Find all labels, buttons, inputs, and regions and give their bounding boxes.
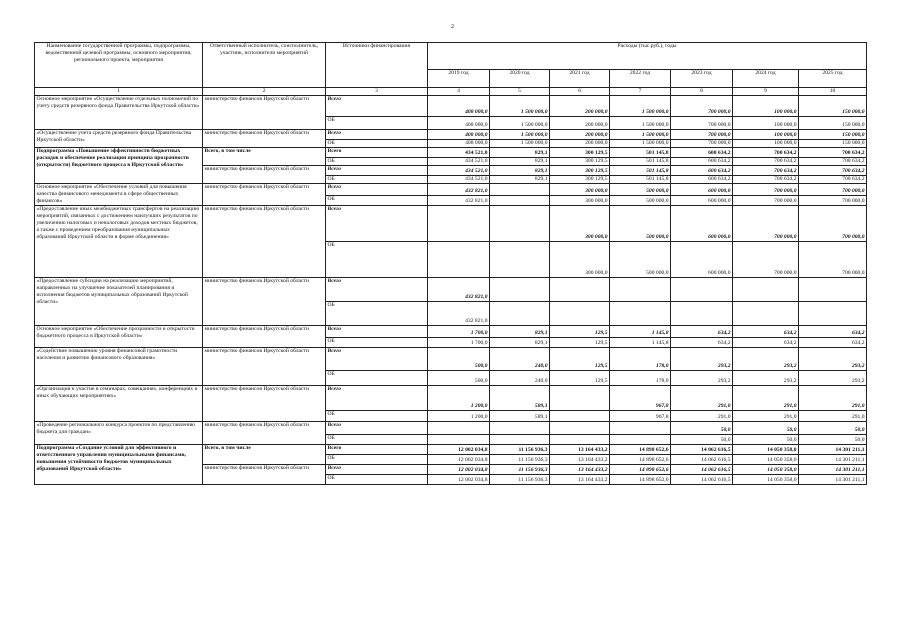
page-number: 2: [451, 24, 454, 30]
value-cell: 293,2: [733, 348, 799, 371]
row-source: ОБ: [326, 242, 428, 278]
value-cell: 14 301 211,1: [799, 455, 867, 465]
row-source: ОБ: [326, 158, 428, 166]
row-name: «Предоставление субсидии на реализацию мероприятий, направленных на улучшение показателей планирования и исполнения бюджетов муниципальных образований Иркутской области»: [35, 278, 203, 326]
value-cell: [671, 302, 733, 326]
table-row: [35, 184, 867, 196]
value-cell: 700 634,2: [799, 166, 867, 176]
value-cell: 1 500 000,0: [490, 130, 550, 140]
row-source: Всего: [326, 278, 428, 302]
value-cell: 14 301 211,1: [799, 475, 867, 485]
value-cell: 300 129,5: [550, 176, 610, 184]
value-cell: 1 700,0: [428, 326, 490, 338]
column-number: 6: [550, 88, 610, 96]
value-cell: 434 521,0: [428, 148, 490, 158]
value-cell: 501 145,8: [610, 148, 671, 158]
value-cell: 700 000,0: [799, 206, 867, 242]
row-source: Всего: [326, 348, 428, 371]
value-cell: 700 000,0: [671, 140, 733, 148]
header-year: 2025 год: [799, 70, 867, 88]
value-cell: [490, 196, 550, 206]
value-cell: 150 000,0: [799, 140, 867, 148]
row-source: Всего: [326, 445, 428, 455]
value-cell: 634,2: [799, 326, 867, 338]
value-cell: 600 634,2: [671, 148, 733, 158]
row-source: Всего: [326, 130, 428, 140]
value-cell: 501 145,8: [610, 176, 671, 184]
value-cell: [550, 278, 610, 302]
table-row: [35, 348, 867, 371]
value-cell: 11 156 936,3: [490, 475, 550, 485]
table-row: [35, 445, 867, 455]
value-cell: 293,2: [733, 371, 799, 386]
row-executor: министерство финансов Иркутской области: [203, 326, 326, 348]
value-cell: 14 301 211,1: [799, 445, 867, 455]
value-cell: 13 164 433,2: [550, 455, 610, 465]
value-cell: 1 700,0: [428, 338, 490, 348]
value-cell: 293,2: [671, 348, 733, 371]
value-cell: 13 164 433,2: [550, 445, 610, 455]
value-cell: [550, 411, 610, 422]
row-source: ОБ: [326, 411, 428, 422]
table-row: [35, 422, 867, 435]
value-cell: 700 634,2: [733, 176, 799, 184]
value-cell: 11 156 936,3: [490, 445, 550, 455]
value-cell: [428, 435, 490, 445]
value-cell: 300 129,5: [550, 148, 610, 158]
value-cell: [490, 302, 550, 326]
row-executor: министерство финансов Иркутской области: [203, 184, 326, 206]
header-year: 2022 год: [610, 70, 671, 88]
header-executor: Ответственный исполнитель, соисполнитель, участник, исполнители мероприятий: [203, 43, 326, 88]
value-cell: 408 000,0: [428, 130, 490, 140]
budget-table: [34, 42, 867, 485]
header-year: 2021 год: [550, 70, 610, 88]
column-number: 1: [35, 88, 203, 96]
column-numbers-row: [35, 88, 867, 96]
value-cell: 700 000,0: [733, 242, 799, 278]
header-expenses: Расходы (тыс.руб.), годы: [428, 43, 867, 70]
value-cell: 600 634,2: [671, 166, 733, 176]
row-name: «Осуществление учета средств резервного фонда Правительства Иркутской области»: [35, 130, 203, 148]
table-row: [35, 148, 867, 158]
value-cell: 300 129,5: [550, 158, 610, 166]
row-name: «Предоставление иных межбюджетных трансфертов на реализацию мероприятий, связанных с достижением наилучших результатов по увеличению налоговых и неналоговых доходов местных бюджетов, а также с проведением преобразования муниципальных образований Иркутской области в форме объединения»: [35, 206, 203, 278]
value-cell: 600 000,0: [671, 184, 733, 196]
value-cell: 14 050 358,0: [733, 465, 799, 475]
value-cell: 50,0: [733, 422, 799, 435]
value-cell: 700 000,0: [671, 96, 733, 117]
value-cell: 1 500 000,0: [610, 130, 671, 140]
table-row: [35, 326, 867, 338]
row-source: ОБ: [326, 117, 428, 130]
row-name: Подпрограмма «Создание условий для эффективного и ответственного управления муниципальными финансами, повышения устойчивости бюджетов муниципальных образований Иркутской области»: [35, 445, 203, 485]
value-cell: [428, 242, 490, 278]
value-cell: 434 521,0: [428, 176, 490, 184]
value-cell: 129,5: [550, 348, 610, 371]
column-number: 7: [610, 88, 671, 96]
value-cell: 700 000,0: [733, 196, 799, 206]
value-cell: 100 000,0: [733, 130, 799, 140]
table-row: [35, 278, 867, 302]
value-cell: 129,5: [550, 371, 610, 386]
row-executor: министерство финансов Иркутской области: [203, 130, 326, 148]
value-cell: 1 500 000,0: [490, 140, 550, 148]
value-cell: 300 129,5: [550, 166, 610, 176]
value-cell: 432 821,0: [428, 184, 490, 196]
value-cell: 967,8: [610, 386, 671, 411]
value-cell: 291,0: [733, 411, 799, 422]
value-cell: 700 000,0: [799, 184, 867, 196]
value-cell: 178,0: [610, 348, 671, 371]
value-cell: 700 634,2: [799, 148, 867, 158]
value-cell: 129,5: [550, 338, 610, 348]
table-row: [35, 96, 867, 117]
value-cell: [610, 435, 671, 445]
value-cell: 293,2: [671, 371, 733, 386]
value-cell: 589,1: [490, 411, 550, 422]
value-cell: 240,0: [490, 371, 550, 386]
row-source: ОБ: [326, 176, 428, 184]
value-cell: 432 821,0: [428, 196, 490, 206]
value-cell: 500 000,0: [610, 184, 671, 196]
value-cell: 11 156 936,3: [490, 455, 550, 465]
value-cell: 700 000,0: [799, 196, 867, 206]
table-row: [35, 206, 867, 242]
value-cell: 600 634,2: [671, 176, 733, 184]
value-cell: 14 062 616,5: [671, 455, 733, 465]
value-cell: 100 000,0: [733, 96, 799, 117]
value-cell: 829,1: [490, 166, 550, 176]
value-cell: 500 000,0: [610, 206, 671, 242]
value-cell: 700 634,2: [733, 166, 799, 176]
value-cell: 634,2: [671, 338, 733, 348]
row-name: Основное мероприятие «Обеспечение условий для повышения качества финансового менеджмента в сфере общественных финансов»: [35, 184, 203, 206]
value-cell: 700 000,0: [671, 117, 733, 130]
value-cell: 600 000,0: [671, 196, 733, 206]
value-cell: 500 000,0: [610, 196, 671, 206]
value-cell: 14 062 616,5: [671, 475, 733, 485]
value-cell: 14 050 358,0: [733, 455, 799, 465]
row-source: Всего: [326, 465, 428, 475]
value-cell: 432 821,0: [428, 278, 490, 302]
row-executor: министерство финансов Иркутской области: [203, 386, 326, 422]
value-cell: 829,1: [490, 176, 550, 184]
column-number: 5: [490, 88, 550, 96]
value-cell: [490, 242, 550, 278]
value-cell: 291,0: [671, 411, 733, 422]
header-name: Наименование государственной программы, подпрограммы, ведомственной целевой программы, основного мероприятия, регионального проекта, мероприятия: [35, 43, 203, 88]
value-cell: 150 000,0: [799, 117, 867, 130]
row-source: ОБ: [326, 475, 428, 485]
value-cell: 150 000,0: [799, 130, 867, 140]
value-cell: 14 050 358,0: [733, 445, 799, 455]
value-cell: [799, 278, 867, 302]
value-cell: 14 050 358,0: [733, 475, 799, 485]
value-cell: 300 000,0: [550, 242, 610, 278]
value-cell: 50,0: [799, 422, 867, 435]
value-cell: 12 002 034,8: [428, 465, 490, 475]
column-number: 8: [671, 88, 733, 96]
row-executor: министерство финансов Иркутской области: [203, 348, 326, 386]
row-name: «Организация и участие в семинарах, совещаниях, конференциях и иных обучающих мероприятиях»: [35, 386, 203, 422]
value-cell: 293,2: [799, 348, 867, 371]
value-cell: 432 821,0: [428, 302, 490, 326]
value-cell: 291,0: [799, 411, 867, 422]
value-cell: 200 000,0: [550, 117, 610, 130]
value-cell: 700 000,0: [799, 242, 867, 278]
row-source: ОБ: [326, 196, 428, 206]
value-cell: [610, 422, 671, 435]
value-cell: [610, 302, 671, 326]
value-cell: [610, 278, 671, 302]
value-cell: 434 521,0: [428, 158, 490, 166]
value-cell: 14 898 652,6: [610, 465, 671, 475]
value-cell: 700 634,2: [733, 148, 799, 158]
value-cell: 634,2: [733, 326, 799, 338]
header-row: [35, 43, 867, 70]
row-source: Всего: [326, 184, 428, 196]
value-cell: 700 000,0: [671, 130, 733, 140]
value-cell: [733, 278, 799, 302]
value-cell: 500,0: [428, 371, 490, 386]
row-source: Всего: [326, 422, 428, 435]
value-cell: 178,0: [610, 371, 671, 386]
value-cell: 829,1: [490, 338, 550, 348]
value-cell: 14 898 652,6: [610, 455, 671, 465]
value-cell: 293,2: [799, 371, 867, 386]
value-cell: 14 898 652,6: [610, 445, 671, 455]
value-cell: 434 521,0: [428, 166, 490, 176]
value-cell: 12 002 034,8: [428, 445, 490, 455]
value-cell: 1 145,8: [610, 338, 671, 348]
value-cell: 1 145,8: [610, 326, 671, 338]
value-cell: 50,0: [671, 422, 733, 435]
value-cell: 700 000,0: [733, 184, 799, 196]
value-cell: 1 500 000,0: [610, 96, 671, 117]
header-year: 2024 год: [733, 70, 799, 88]
header-year: 2020 год: [490, 70, 550, 88]
value-cell: 1 500 000,0: [490, 117, 550, 130]
value-cell: 829,1: [490, 148, 550, 158]
value-cell: 129,5: [550, 326, 610, 338]
row-source: Всего: [326, 326, 428, 338]
row-name: Основное мероприятие «Обеспечение прозрачности и открытости бюджетного процесса в Иркутской области»: [35, 326, 203, 348]
value-cell: 967,8: [610, 411, 671, 422]
value-cell: 200 000,0: [550, 140, 610, 148]
value-cell: 100 000,0: [733, 140, 799, 148]
value-cell: [671, 278, 733, 302]
row-name: Подпрограмма «Повышение эффективности бюджетных расходов и обеспечение реализации принципа прозрачности (открытости) бюджетного процесса в Иркутской области»: [35, 148, 203, 184]
value-cell: 14 301 211,1: [799, 465, 867, 475]
value-cell: 300 000,0: [550, 184, 610, 196]
value-cell: 13 164 433,2: [550, 475, 610, 485]
value-cell: 14 062 616,5: [671, 465, 733, 475]
value-cell: 50,0: [733, 435, 799, 445]
header-year: 2019 год: [428, 70, 490, 88]
value-cell: 501 145,8: [610, 158, 671, 166]
value-cell: 700 000,0: [733, 206, 799, 242]
row-source: ОБ: [326, 435, 428, 445]
value-cell: [428, 206, 490, 242]
value-cell: [550, 302, 610, 326]
value-cell: 600 000,0: [671, 242, 733, 278]
value-cell: [490, 278, 550, 302]
row-source: Всего: [326, 148, 428, 158]
column-number: 9: [733, 88, 799, 96]
value-cell: 829,1: [490, 158, 550, 166]
value-cell: [550, 422, 610, 435]
value-cell: 12 002 034,8: [428, 455, 490, 465]
value-cell: 240,0: [490, 348, 550, 371]
value-cell: [490, 206, 550, 242]
value-cell: 13 164 433,2: [550, 465, 610, 475]
row-executor: Всего, в том числе: [203, 445, 326, 465]
row-source: ОБ: [326, 338, 428, 348]
value-cell: 1 500 000,0: [610, 117, 671, 130]
row-source: ОБ: [326, 140, 428, 148]
row-source: Всего: [326, 386, 428, 411]
value-cell: 291,0: [733, 386, 799, 411]
value-cell: 408 000,0: [428, 96, 490, 117]
value-cell: 634,2: [799, 338, 867, 348]
value-cell: [733, 302, 799, 326]
value-cell: 200 000,0: [550, 96, 610, 117]
value-cell: 700 634,2: [733, 158, 799, 166]
row-executor: министерство финансов Иркутской области: [203, 465, 326, 485]
row-executor: министерство финансов Иркутской области: [203, 422, 326, 445]
value-cell: 408 000,0: [428, 140, 490, 148]
value-cell: 1 200,0: [428, 411, 490, 422]
row-executor: Всего, в том числе: [203, 148, 326, 166]
value-cell: 100 000,0: [733, 117, 799, 130]
value-cell: [490, 435, 550, 445]
value-cell: 291,0: [799, 386, 867, 411]
value-cell: 829,1: [490, 326, 550, 338]
value-cell: 501 145,8: [610, 166, 671, 176]
value-cell: 634,2: [671, 326, 733, 338]
value-cell: 200 000,0: [550, 130, 610, 140]
value-cell: [428, 422, 490, 435]
row-source: ОБ: [326, 371, 428, 386]
value-cell: 600 000,0: [671, 206, 733, 242]
row-executor: министерство финансов Иркутской области: [203, 278, 326, 326]
value-cell: 50,0: [671, 435, 733, 445]
column-number: 10: [799, 88, 867, 96]
column-number: 3: [326, 88, 428, 96]
value-cell: 1 500 000,0: [610, 140, 671, 148]
row-source: Всего: [326, 206, 428, 242]
value-cell: 500 000,0: [610, 242, 671, 278]
value-cell: 600 634,2: [671, 158, 733, 166]
value-cell: [799, 302, 867, 326]
value-cell: 500,0: [428, 348, 490, 371]
value-cell: 14 062 616,5: [671, 445, 733, 455]
column-number: 4: [428, 88, 490, 96]
row-name: Основное мероприятие «Осуществление отдельных полномочий по учету средств резервного фонда Правительства Иркутской области»: [35, 96, 203, 130]
column-number: 2: [203, 88, 326, 96]
row-executor: министерство финансов Иркутской области: [203, 96, 326, 130]
value-cell: 50,0: [799, 435, 867, 445]
value-cell: [550, 386, 610, 411]
value-cell: 700 634,2: [799, 158, 867, 166]
value-cell: 12 002 034,8: [428, 475, 490, 485]
value-cell: [550, 435, 610, 445]
value-cell: 408 000,0: [428, 117, 490, 130]
row-source: ОБ: [326, 455, 428, 465]
row-source: ОБ: [326, 302, 428, 326]
value-cell: 11 156 936,3: [490, 465, 550, 475]
value-cell: 300 000,0: [550, 196, 610, 206]
header-year: 2023 год: [671, 70, 733, 88]
row-name: «Проведение регионального конкурса проектов по представлению бюджета для граждан»: [35, 422, 203, 445]
value-cell: 291,0: [671, 386, 733, 411]
row-name: «Содействие повышению уровня финансовой грамотности населения и развитию финансового образования»: [35, 348, 203, 386]
row-source: Всего: [326, 166, 428, 176]
value-cell: 14 898 652,6: [610, 475, 671, 485]
row-source: Всего: [326, 96, 428, 117]
value-cell: 700 634,2: [799, 176, 867, 184]
value-cell: 589,1: [490, 386, 550, 411]
value-cell: [490, 422, 550, 435]
value-cell: 300 000,0: [550, 206, 610, 242]
value-cell: 1 200,0: [428, 386, 490, 411]
table-row: [35, 386, 867, 411]
value-cell: 634,2: [733, 338, 799, 348]
table-row: [35, 130, 867, 140]
value-cell: [490, 184, 550, 196]
row-executor: министерство финансов Иркутской области: [203, 206, 326, 278]
value-cell: 1 500 000,0: [490, 96, 550, 117]
row-executor: министерство финансов Иркутской области: [203, 166, 326, 184]
value-cell: 150 000,0: [799, 96, 867, 117]
header-source: Источники финансирования: [326, 43, 428, 88]
